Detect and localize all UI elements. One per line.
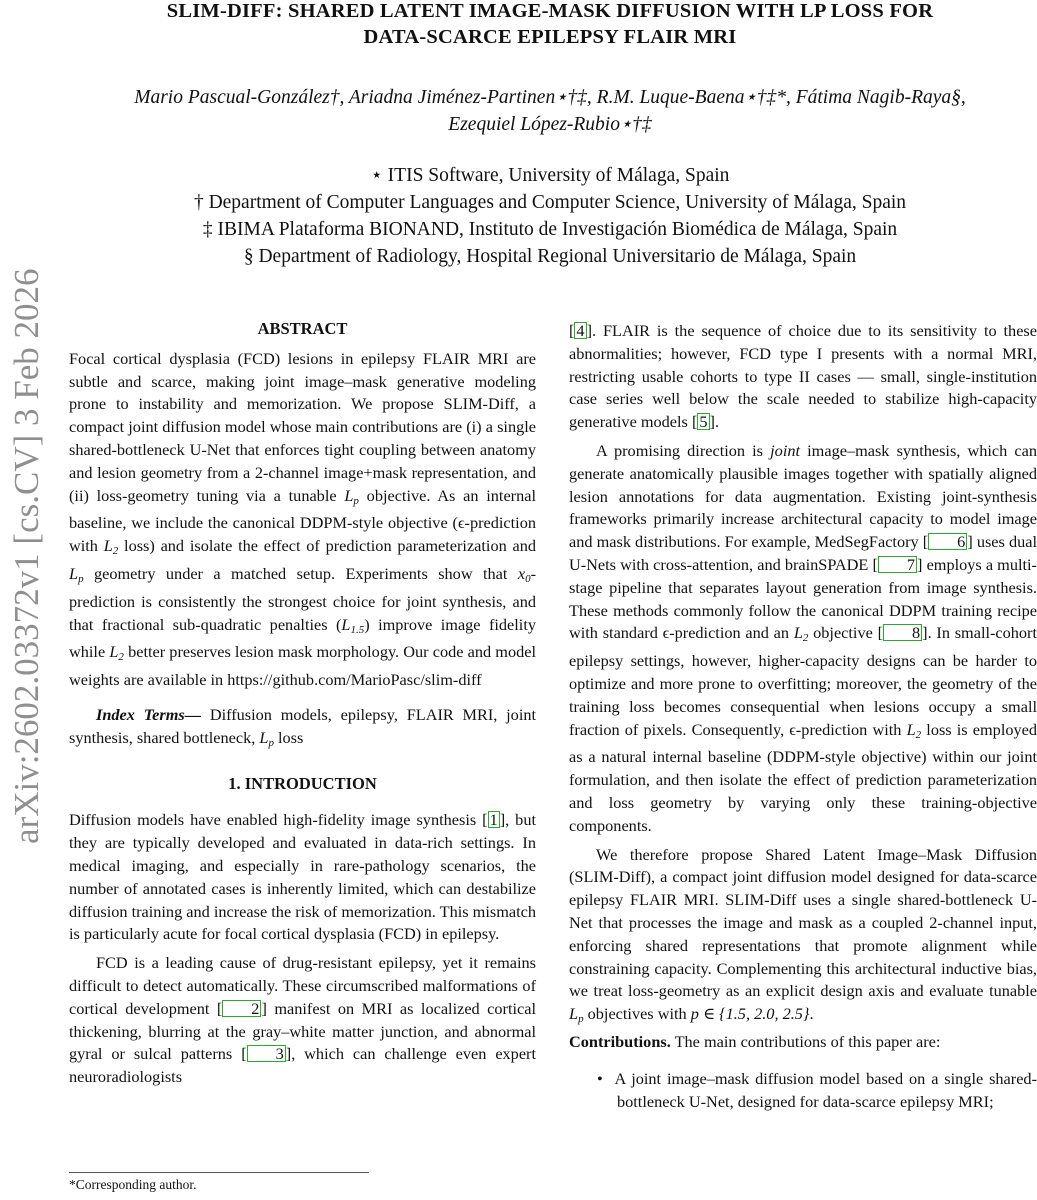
intro-paragraph-1: Diffusion models have enabled high-fidelity image synthesis [ 1 ], but they are typically developed and evaluated in data-rich settings. In medical imaging, and especially in rare-pathology scenarios, the number of annotated cases is inherently limited, which can destabilize diffusion training and increase the risk of memorization. This mismatch is particularly acute for focal cortical dysplasia (FCD) in epilepsy.: [69, 810, 536, 944]
affiliation-itis: ⋆ ITIS Software, University of Málaga, Spain: [370, 165, 730, 186]
contributions-intro: Contributions. The main contributions of this paper are:: [569, 1031, 941, 1051]
citation-link[interactable]: 5: [699, 412, 708, 432]
right-paragraph-1: [ 4 ]. FLAIR is the sequence of choice due to its sensitivity to these abnormalities; however, FCD type I presents with a normal MRI, restricting usable cohorts to type II cases — small, single-institution case series well below the scale needed to stabilize high-capacity generative models [ 5 ].: [569, 321, 1037, 432]
citation-link[interactable]: 8: [883, 624, 922, 641]
footnote: *Corresponding author.: [69, 1172, 369, 1193]
index-terms: Index Terms— Diffusion models, epilepsy, FLAIR MRI, joint synthesis, shared bottleneck, $L_p$ loss: [69, 704, 537, 749]
left-column: [69, 318, 536, 1089]
author-list: [60, 84, 1037, 138]
contribution-bullet-1: • A joint image–mask diffusion model based on a single shared-bottleneck U-Net, designed for data-scarce epilepsy MRI;: [597, 1068, 1037, 1111]
right-paragraph-3: We therefore propose Shared Latent Image–Mask Diffusion (SLIM-Diff), a compact joint diffusion model designed for data-scarce epilepsy FLAIR MRI. SLIM-Diff uses a single shared-bottleneck U-Net that processes the image and mask as a coupled 2-channel input, enforcing shared representations that promote alignment while constraining capacity. Complementing this architectural inductive bias, we treat loss-geometry as an explicit design axis and evaluate tunable $L_p$ objectives with p ∈ {1.5, 2.0, 2.5}.: [569, 844, 1037, 1026]
authors-line-1: Mario Pascual-González†, Ariadna Jiménez-Partinen⋆†‡, R.M. Luque-Baena⋆†‡*, Fátima Nagib-Raya§,: [134, 87, 966, 108]
citation-link[interactable]: 3: [247, 1045, 286, 1062]
citation-link[interactable]: 1: [489, 810, 498, 830]
right-column: [569, 320, 1037, 1113]
citation-link[interactable]: 6: [928, 533, 967, 550]
affiliation-radiology: § Department of Radiology, Hospital Regional Universitario de Málaga, Spain: [243, 246, 857, 267]
intro-paragraph-2: FCD is a leading cause of drug-resistant epilepsy, yet it remains difficult to detect automatically. These circumscribed malformations of cortical development [ 2 ] manifest on MRI as localized cortical thickening, blurring at the gray–white matter junction, and abnormal gyral or sulcal patterns [ 3 ], which can challenge even expert neuroradiologists: [69, 953, 536, 1087]
title-line-1: SLIM-DIFF: SHARED LATENT IMAGE-MASK DIFFUSION WITH LP LOSS FOR: [166, 0, 934, 22]
abstract-paragraph: Focal cortical dysplasia (FCD) lesions in epilepsy FLAIR MRI are subtle and scarce, making joint image–mask generative modeling prone to instability and memorization. We propose SLIM-Diff, a compact joint diffusion model whose main contributions are (i) a single shared-bottleneck U-Net that enforces tight coupling between anatomy and lesion geometry from a 2-channel image+mask representation, and (ii) loss-geometry tuning via a tunable $L_p$ objective. As an internal baseline, we include the canonical DDPM-style objective (ϵ-prediction with $L_2$ loss) and isolate the effect of prediction parameterization and $L_p$ geometry under a matched setup. Experiments show that $x_0$-prediction is consistently the strongest choice for joint synthesis, and that fractional sub-quadratic penalties $(L_{1.5})$ improve image fidelity while $L_2$ better preserves lesion mask morphology. Our code and model weights are available in https://github.com/MarioPasc/slim-diff: [69, 348, 537, 690]
citation-link[interactable]: 2: [222, 1000, 261, 1017]
abstract-heading: ABSTRACT: [257, 319, 348, 338]
bullet-icon: •: [597, 1068, 615, 1088]
paper-title: [60, 0, 1037, 50]
right-paragraph-2: A promising direction is joint image–mask synthesis, which can generate anatomically plausible images together with spatially aligned lesion annotations for data augmentation. Existing joint-synthesis frameworks primarily increase architectural capacity to model image and mask distributions. For example, MedSegFactory [ 6 ] uses dual U-Nets with cross-attention, and brainSPADE [ 7 ] employs a multi-stage pipeline that separates layout generation from image synthesis. These methods commonly follow the canonical DDPM training recipe with standard ϵ-prediction and an $L_2$ objective [ 8 ]. In small-cohort epilepsy settings, however, higher-capacity designs can be harder to optimize and more prone to overfitting; moreover, the geometry of the training loss becomes consequential when lesions occupy a small fraction of pixels. Consequently, ϵ-prediction with $L_2$ loss is employed as a natural internal baseline (DDPM-style objective) within our joint formulation, and then isolate the effect of prediction parameterization and loss geometry by varying only these training-objective components.: [569, 440, 1037, 835]
title-line-2: DATA-SCARCE EPILEPSY FLAIR MRI: [363, 26, 737, 48]
affiliation-ibima: ‡ IBIMA Plataforma BIONAND, Instituto de Investigación Biomédica de Málaga, Spain: [202, 219, 898, 240]
citation-link[interactable]: 7: [878, 556, 917, 573]
introduction-heading: 1. INTRODUCTION: [228, 773, 377, 793]
arxiv-identifier: arXiv:2602.03372v1 [cs.CV] 3 Feb 2026: [7, 268, 46, 844]
citation-link[interactable]: 4: [576, 321, 585, 340]
affiliations: [60, 162, 1037, 270]
affiliation-dept-cs: † Department of Computer Languages and Computer Science, University of Málaga, Spain: [193, 192, 907, 213]
authors-line-2: Ezequiel López-Rubio⋆†‡: [448, 114, 652, 135]
